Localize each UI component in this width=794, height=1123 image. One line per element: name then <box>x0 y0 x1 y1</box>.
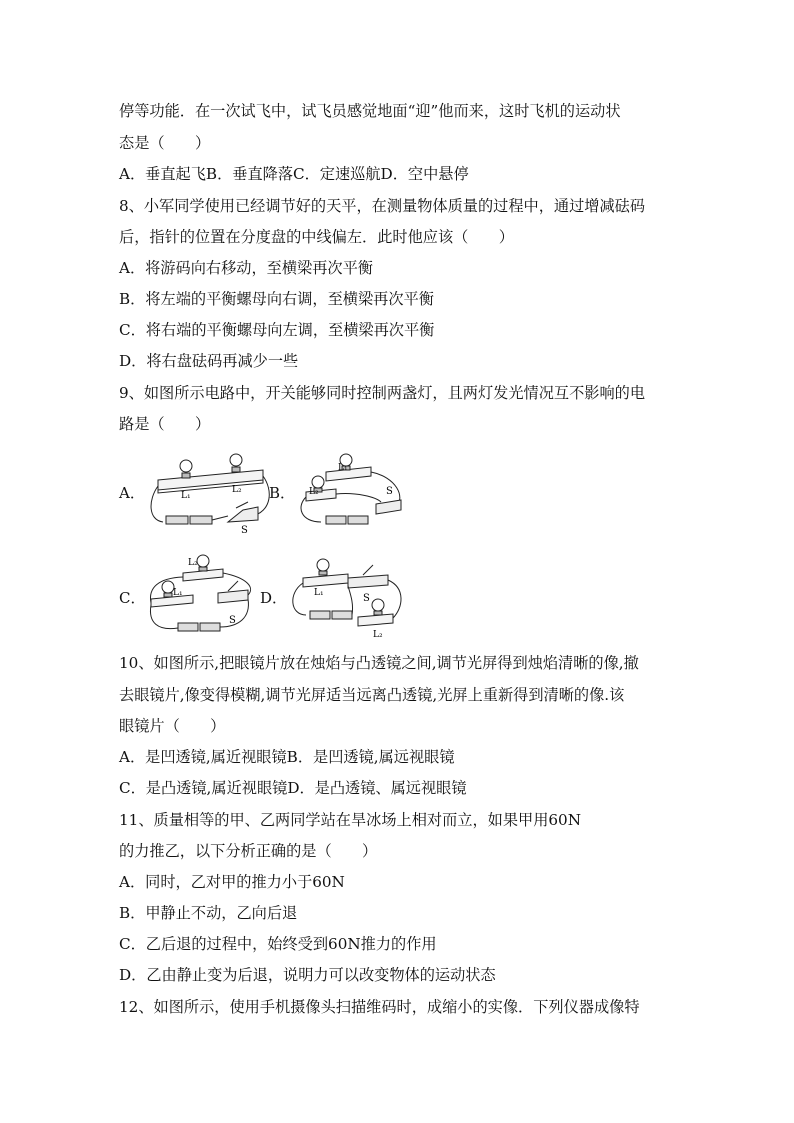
text-line: 的力推乙，以下分析正确的是（ ） <box>119 842 378 860</box>
circuit-label: L₂ <box>232 485 242 495</box>
circuit-label: L₁ <box>181 491 191 501</box>
circuit-diagram-d <box>288 553 413 643</box>
text-line: D．将右盘砝码再减少一些 <box>119 352 299 370</box>
text-line: 眼镜片（ ） <box>119 717 226 735</box>
text-line: A．垂直起飞B．垂直降落C．定速巡航D．空中悬停 <box>119 165 469 183</box>
text-line: 路是（ ） <box>119 415 211 433</box>
text-line: D．乙由静止变为后退，说明力可以改变物体的运动状态 <box>119 966 496 984</box>
circuit-diagram-a <box>148 450 273 535</box>
circuit-diagram-c <box>143 553 258 638</box>
text-line: C．将右端的平衡螺母向左调，至横梁再次平衡 <box>119 321 435 339</box>
circuit-label: S <box>386 486 393 497</box>
text-line: 11、质量相等的甲、乙两同学站在旱冰场上相对而立，如果甲用60N <box>119 811 582 829</box>
text-line: 态是（ ） <box>119 134 211 152</box>
text-line: A．同时，乙对甲的推力小于60N <box>119 873 345 891</box>
circuit-diagram-b <box>296 452 414 532</box>
option-c-label: C． <box>119 589 146 607</box>
text-line: C．乙后退的过程中，始终受到60N推力的作用 <box>119 935 437 953</box>
text-line: B．将左端的平衡螺母向右调，至横梁再次平衡 <box>119 290 434 308</box>
circuit-label: S <box>229 615 236 626</box>
circuit-label: L₁ <box>314 588 324 598</box>
option-d-label: D． <box>260 589 288 607</box>
circuit-label: L₂ <box>188 558 198 568</box>
text-line: 12、如图所示，使用手机摄像头扫描维码时，成缩小的实像．下列仪器成像特 <box>119 998 640 1016</box>
text-line: B．甲静止不动，乙向后退 <box>119 904 298 922</box>
text-line: A．是凹透镜,属近视眼镜B．是凹透镜,属远视眼镜 <box>119 748 455 766</box>
text-line: 停等功能．在一次试飞中，试飞员感觉地面“迎”他而来，这时飞机的运动状 <box>119 102 621 120</box>
circuit-label: S <box>241 525 248 535</box>
option-b-label: B． <box>269 484 296 502</box>
circuit-label: L₂ <box>309 487 319 497</box>
text-line: 10、如图所示,把眼镜片放在烛焰与凸透镜之间,调节光屏得到烛焰清晰的像,撤 <box>119 654 639 672</box>
text-line: 8、小军同学使用已经调节好的天平，在测量物体质量的过程中，通过增减砝码 <box>119 197 646 215</box>
circuit-label: S <box>363 593 370 604</box>
option-a-label: A． <box>119 484 145 502</box>
text-line: 后，指针的位置在分度盘的中线偏左．此时他应该（ ） <box>119 228 514 246</box>
text-line: 9、如图所示电路中，开关能够同时控制两盏灯，且两灯发光情况互不影响的电 <box>119 384 646 402</box>
circuit-label: L₁ <box>173 588 183 598</box>
text-line: 去眼镜片,像变得模糊,调节光屏适当远离凸透镜,光屏上重新得到清晰的像.该 <box>119 686 625 704</box>
text-line: C．是凸透镜,属近视眼镜D．是凸透镜、属远视眼镜 <box>119 779 467 797</box>
text-line: A．将游码向右移动，至横梁再次平衡 <box>119 259 373 277</box>
circuit-label: L₂ <box>373 630 383 640</box>
circuit-label: L₁ <box>338 463 348 473</box>
